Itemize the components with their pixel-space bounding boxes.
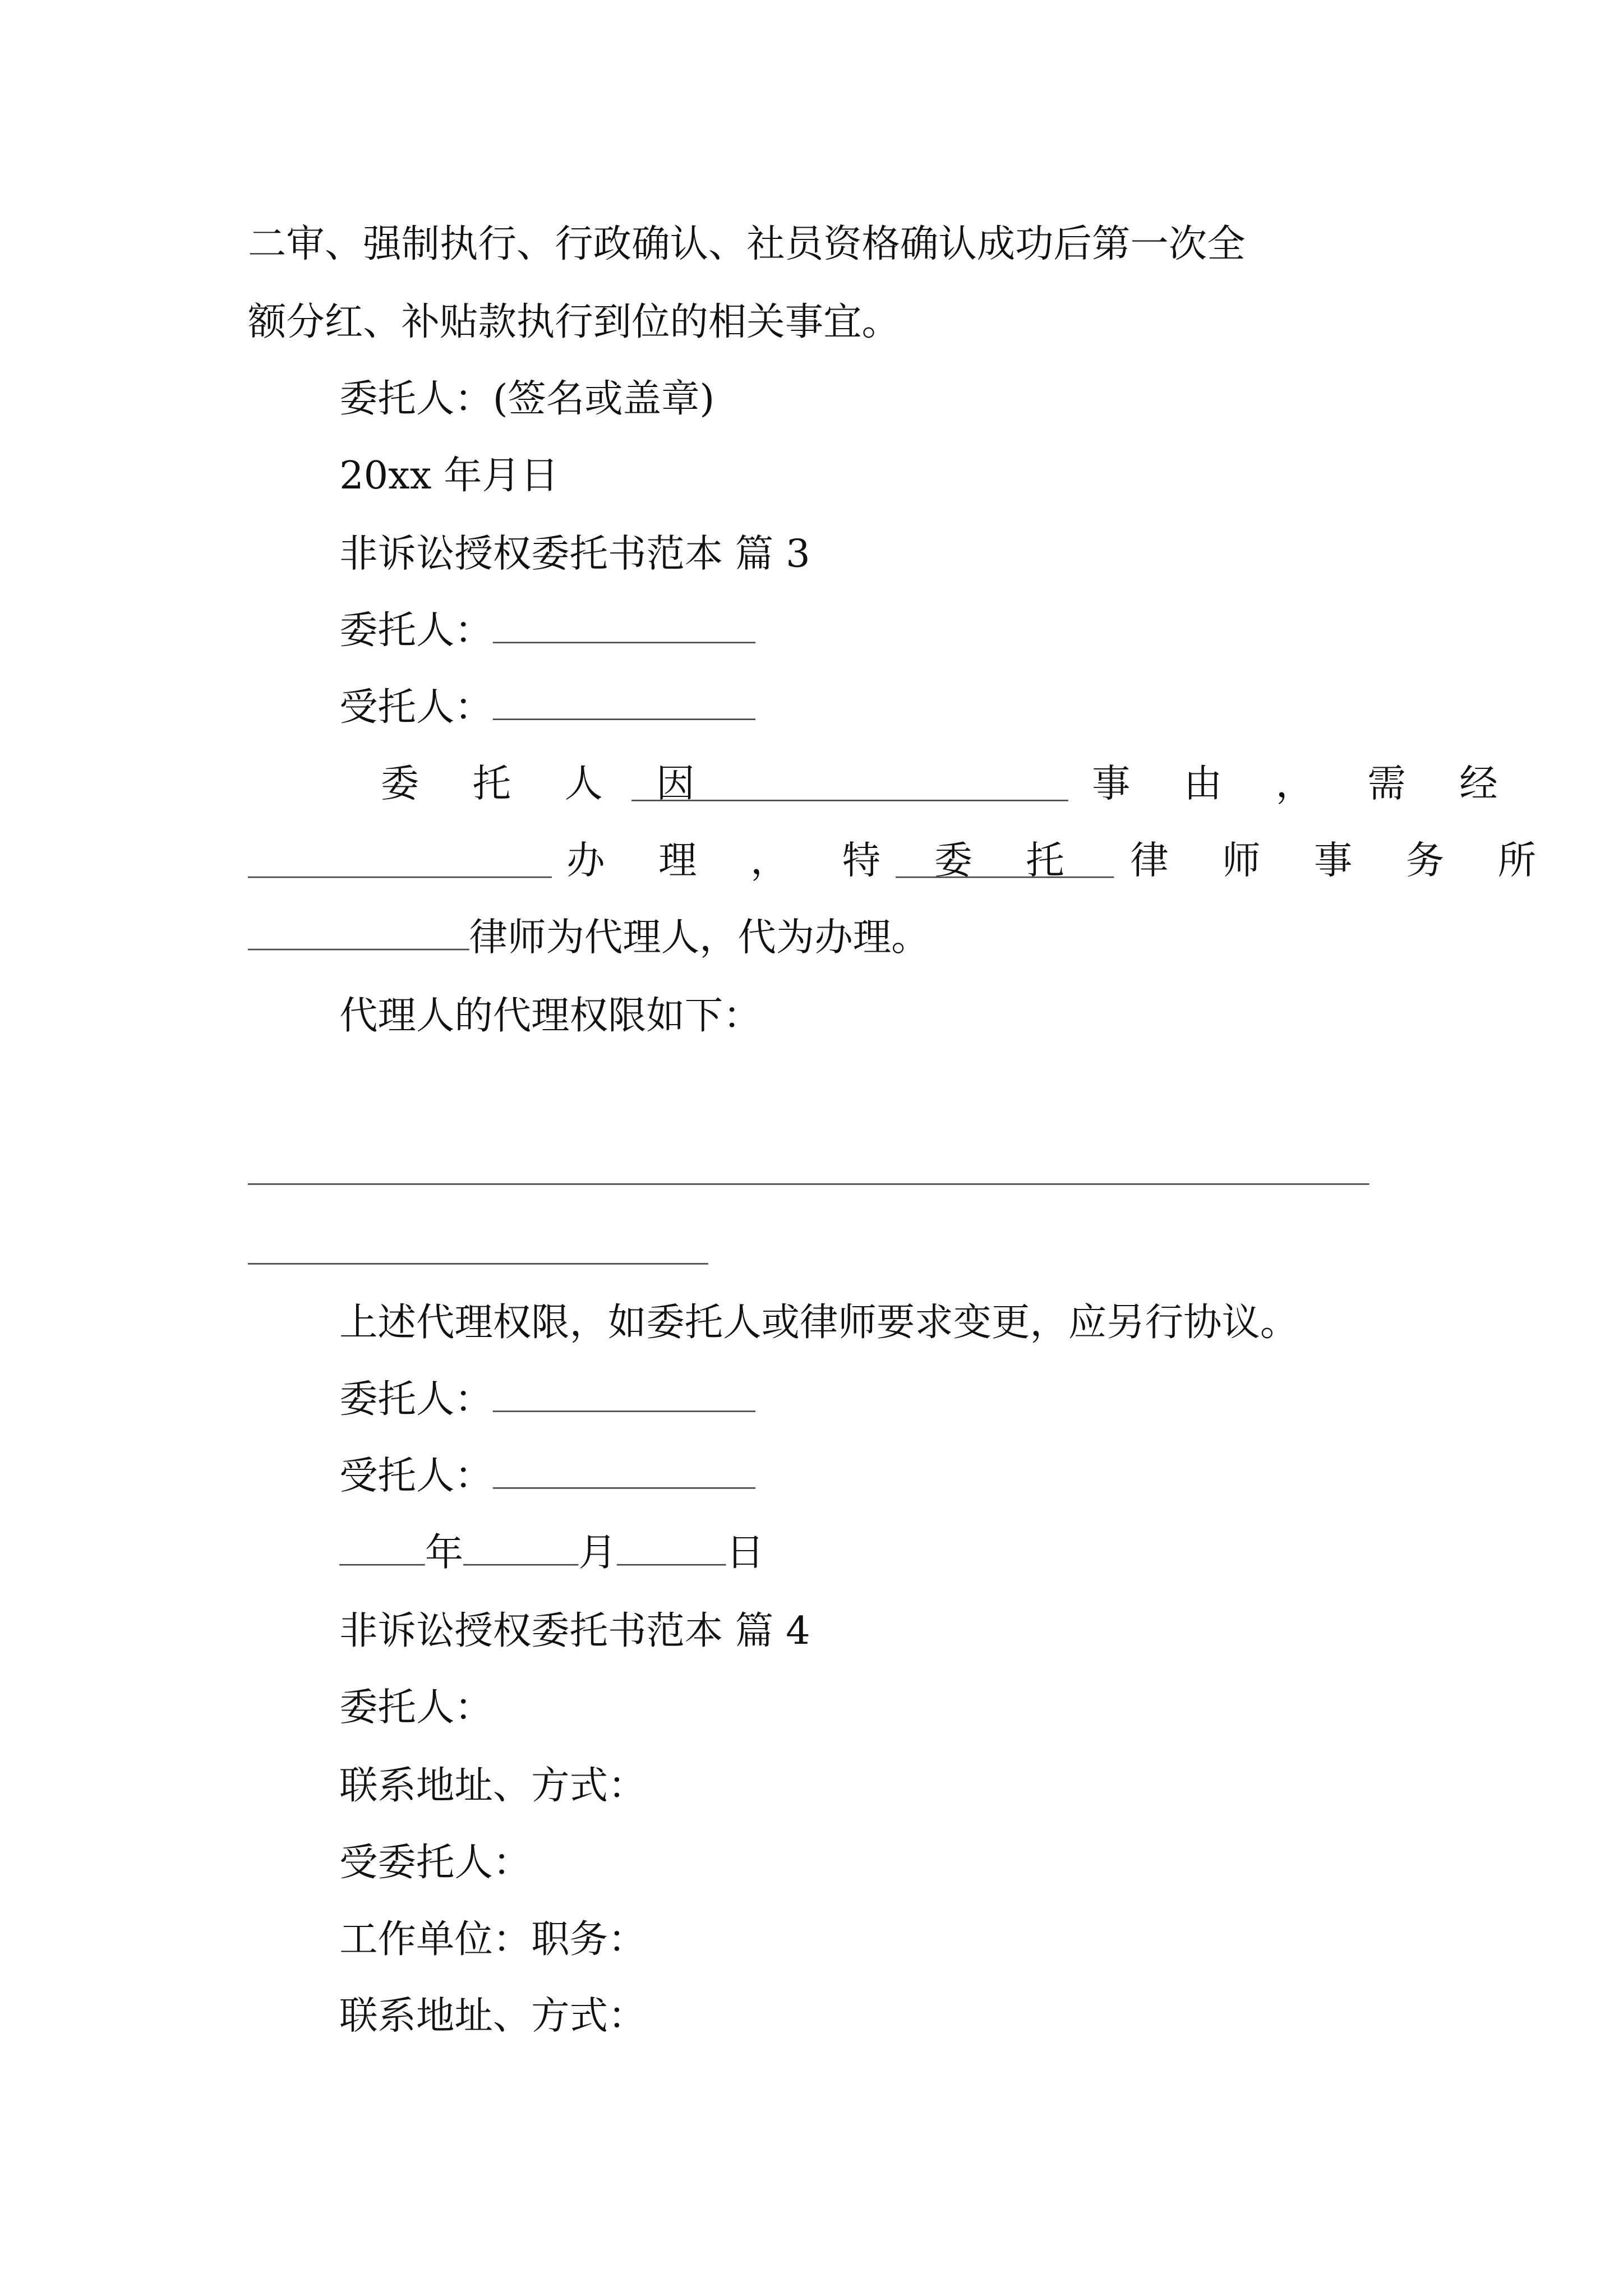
- case-text: 律师为代理人，代为办理。: [469, 916, 930, 961]
- month-label: 月: [578, 1531, 617, 1576]
- p4-shouweituoren: 受委托人：: [339, 1841, 532, 1886]
- weituoren-label: 委托人：: [339, 1378, 493, 1423]
- section-heading-4: 非诉讼授权委托书范本 篇 4: [339, 1610, 810, 1654]
- date-line: 20xx 年月日: [339, 454, 559, 499]
- day-label: 日: [726, 1531, 764, 1576]
- case-line-3: [248, 914, 930, 963]
- year-blank: [339, 1532, 425, 1566]
- p4-contact: 联系地址、方式：: [339, 1995, 647, 2040]
- shoutuoren-field: [339, 683, 755, 733]
- case-line-1b: [1092, 760, 1519, 810]
- case-text: 律 师 事 务 所: [1130, 840, 1557, 884]
- weituoren-field: [339, 606, 755, 656]
- shoutuoren-blank: [493, 1455, 755, 1489]
- month-blank: [463, 1532, 578, 1566]
- case-text: 委 托 人 因: [380, 763, 716, 808]
- year-label: 年: [425, 1531, 464, 1576]
- handling-blank: [248, 877, 552, 878]
- authority-blank-line: [248, 1263, 708, 1265]
- p4-weituoren: 委托人：: [339, 1686, 493, 1731]
- authority-blank-line: [248, 1183, 1370, 1185]
- firm-blank: [896, 877, 1114, 878]
- lawyer-blank: [248, 916, 469, 951]
- authority-label: 代理人的代理权限如下：: [339, 994, 762, 1039]
- case-line-2: [566, 837, 1085, 887]
- body-text-line: 额分红、补贴款执行到位的相关事宜。: [248, 301, 900, 345]
- day-blank: [617, 1532, 726, 1566]
- signature-label: 委托人：(签名或盖章): [339, 377, 715, 422]
- shoutuoren-label: 受托人：: [339, 1455, 493, 1500]
- shoutuoren-field-2: [339, 1452, 755, 1502]
- change-note: 上述代理权限，如委托人或律师要求变更，应另行协议。: [339, 1301, 1299, 1346]
- weituoren-field-2: [339, 1375, 755, 1425]
- case-text: 事 由 ， 需 经: [1091, 763, 1519, 808]
- shoutuoren-label: 受托人：: [339, 686, 493, 731]
- weituoren-label: 委托人：: [339, 609, 493, 654]
- case-line-2b: [1130, 837, 1557, 887]
- body-text-line: 二审、强制执行、行政确认、社员资格确认成功后第一次全: [248, 223, 1246, 268]
- matter-blank: [631, 800, 1068, 801]
- date-fill-line: [339, 1529, 764, 1579]
- p4-contact: 联系地址、方式：: [339, 1764, 647, 1809]
- weituoren-blank: [493, 1378, 755, 1412]
- shoutuoren-blank: [493, 686, 755, 720]
- case-text: 办 理 ， 特 委 托: [566, 840, 1085, 884]
- p4-work: 工作单位：职务：: [339, 1918, 647, 1963]
- case-line-1: [381, 760, 716, 810]
- section-heading-3: 非诉讼授权委托书范本 篇 3: [339, 532, 810, 577]
- weituoren-blank: [493, 610, 755, 644]
